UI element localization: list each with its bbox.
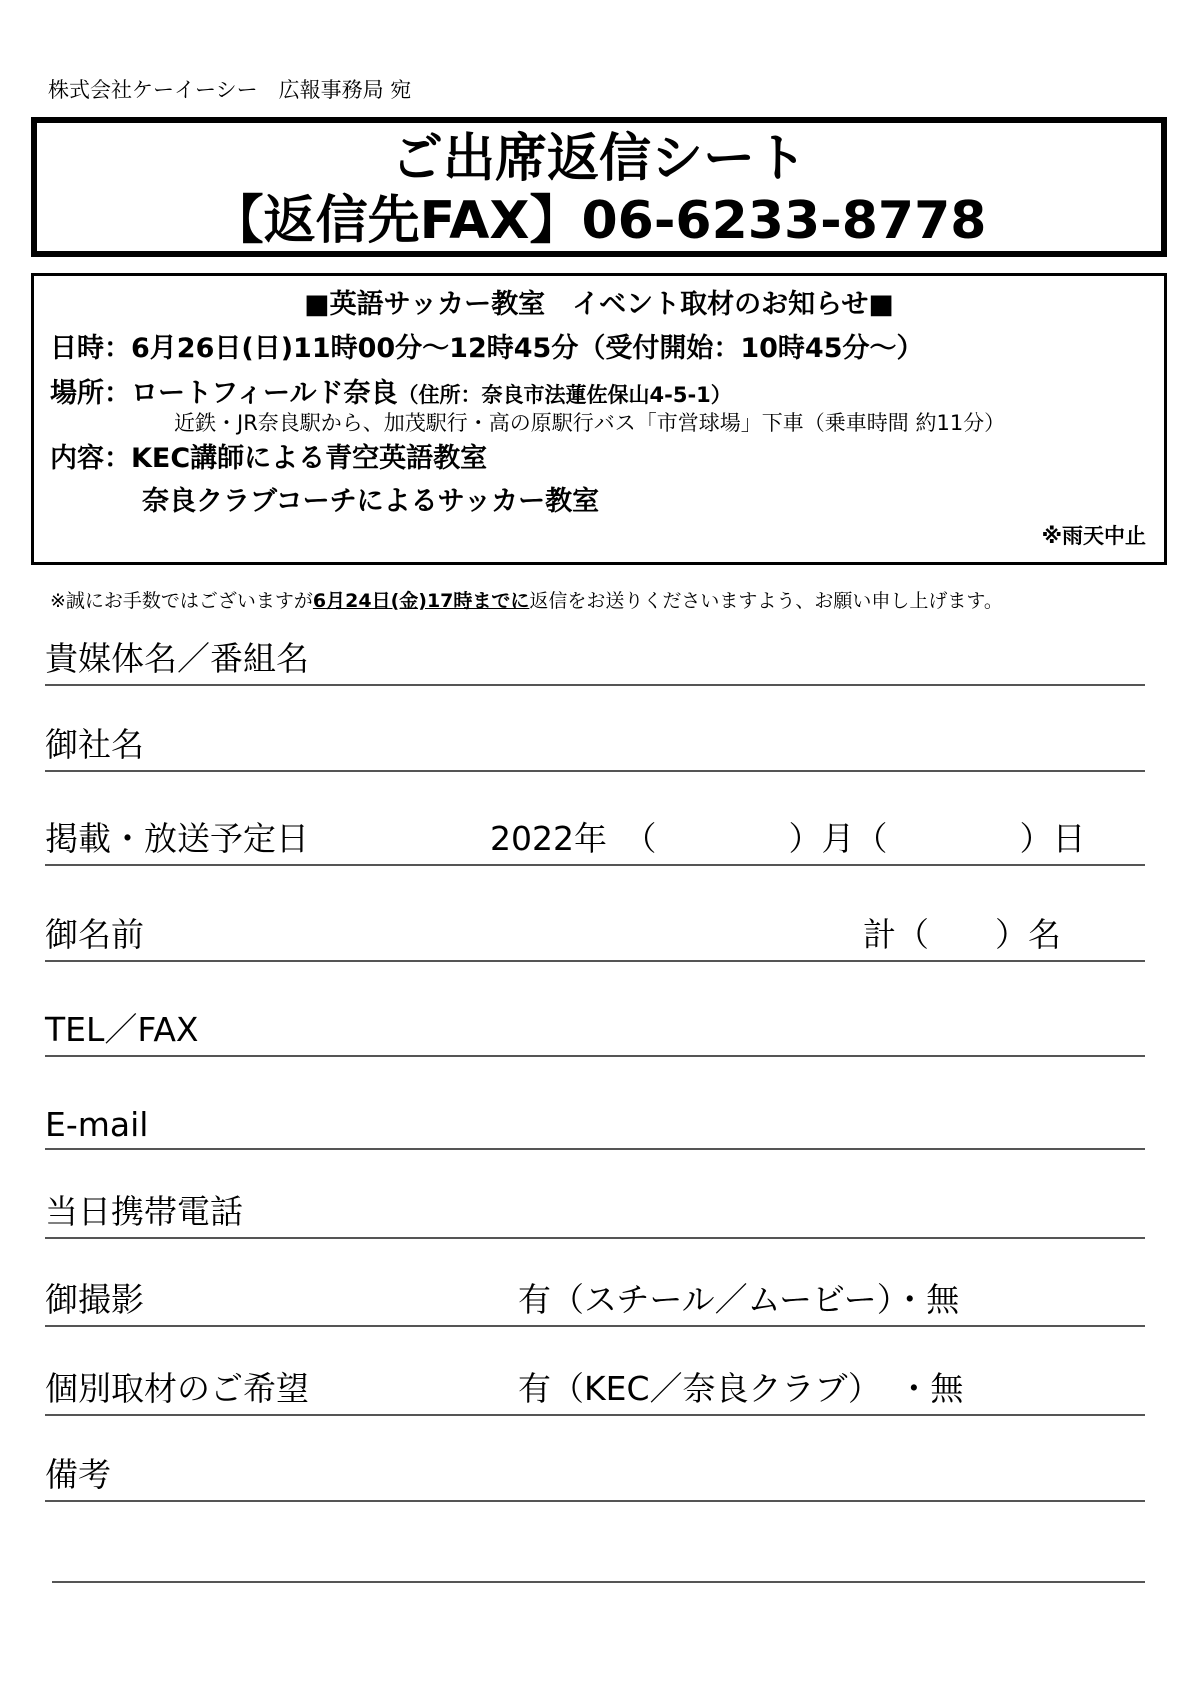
field-individual-options: 有（KEC／奈良クラブ） ・無: [518, 1369, 964, 1408]
field-individual[interactable]: [45, 1364, 1145, 1416]
field-photography-options: 有（スチール／ムービー）・無: [518, 1280, 960, 1319]
event-heading: ■英語サッカー教室 イベント取材のお知らせ■: [304, 289, 894, 320]
event-place-address: （住所：奈良市法蓮佐保山4-5-1）: [397, 383, 732, 407]
field-name-label: 御名前: [45, 915, 144, 954]
event-content-2: 奈良クラブコーチによるサッカー教室: [142, 486, 600, 517]
field-company[interactable]: [45, 720, 1145, 772]
field-broadcast-date[interactable]: [45, 814, 1145, 866]
event-access: 近鉄・JR奈良駅から、加茂駅行・高の原駅行バス「市営球場」下車（乗車時間 約11分）: [174, 411, 1006, 435]
rain-note: ※雨天中止: [1041, 524, 1146, 548]
title-box: [31, 117, 1167, 257]
fax-number: 【返信先FAX】06-6233-8778: [211, 191, 987, 251]
field-individual-label: 個別取材のご希望: [45, 1369, 309, 1408]
field-company-label: 御社名: [45, 725, 144, 764]
field-remarks-label: 備考: [45, 1455, 111, 1494]
remarks-extra-line[interactable]: [52, 1581, 1145, 1583]
field-broadcast-date-value: 2022年 （ ）月（ ）日: [490, 819, 1086, 858]
notice-after: 返信をお送りくださいますよう、お願い申し上げます。: [529, 590, 1003, 612]
field-name[interactable]: [45, 910, 1145, 962]
field-tel-fax-label: TEL／FAX: [45, 1010, 199, 1049]
field-mobile-label: 当日携帯電話: [45, 1192, 243, 1231]
event-content-1: 内容：KEC講師による青空英語教室: [50, 443, 488, 474]
field-email[interactable]: [45, 1098, 1145, 1150]
field-photography[interactable]: [45, 1275, 1145, 1327]
field-broadcast-date-label: 掲載・放送予定日: [45, 819, 309, 858]
notice-before: ※誠にお手数ではございますが: [50, 590, 313, 612]
field-remarks[interactable]: [45, 1450, 1145, 1502]
field-tel-fax[interactable]: [45, 1005, 1145, 1057]
sheet-title: ご出席返信シート: [390, 129, 807, 189]
field-email-label: E-mail: [45, 1105, 149, 1144]
field-media-name-label: 貴媒体名／番組名: [45, 639, 309, 678]
event-info-box: [31, 273, 1167, 565]
field-media-name[interactable]: [45, 634, 1145, 686]
notice-deadline: 6月24日(金)17時までに: [312, 590, 530, 612]
event-datetime: 日時：6月26日(日)11時00分～12時45分（受付開始：10時45分～）: [50, 333, 924, 364]
field-headcount: 計（ ）名: [863, 915, 1061, 954]
field-mobile[interactable]: [45, 1187, 1145, 1239]
event-place: [50, 371, 732, 410]
reply-notice: [50, 586, 1003, 613]
event-place-label: 場所：ロートフィールド奈良: [50, 378, 398, 409]
addressee: 株式会社ケーイーシー 広報事務局 宛: [48, 78, 412, 102]
field-photography-label: 御撮影: [45, 1280, 144, 1319]
